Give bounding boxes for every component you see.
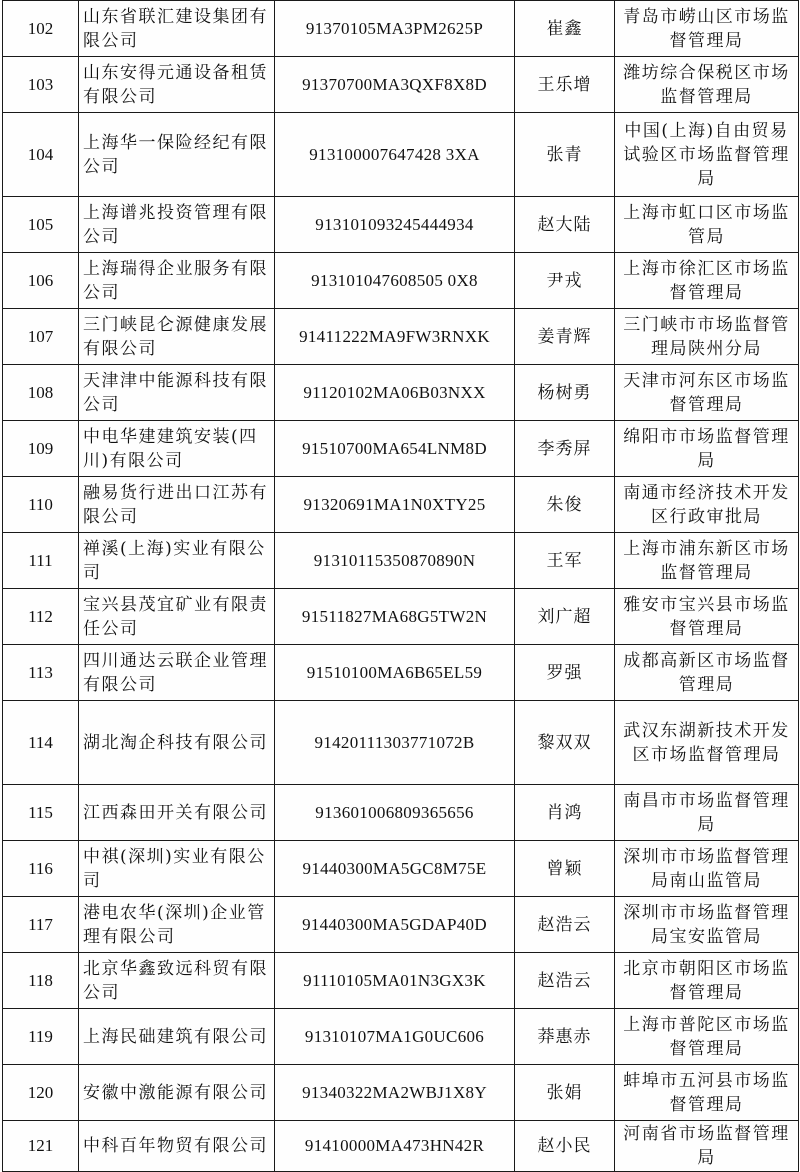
legal-representative: 尹戎 xyxy=(515,253,615,309)
row-number: 105 xyxy=(3,197,79,253)
company-name: 四川通达云联企业管理有限公司 xyxy=(79,645,275,701)
company-registry-table xyxy=(2,0,799,1172)
company-name: 中祺(深圳)实业有限公司 xyxy=(79,841,275,897)
company-name: 上海谱兆投资管理有限公司 xyxy=(79,197,275,253)
credit-code: 91110105MA01N3GX3K xyxy=(275,953,515,1009)
table-row xyxy=(3,1065,799,1121)
registration-authority: 三门峡市市场监督管理局陕州分局 xyxy=(615,309,799,365)
row-number: 120 xyxy=(3,1065,79,1121)
credit-code: 91370105MA3PM2625P xyxy=(275,1,515,57)
company-name: 上海瑞得企业服务有限公司 xyxy=(79,253,275,309)
company-name: 中电华建建筑安装(四川)有限公司 xyxy=(79,421,275,477)
legal-representative: 姜青辉 xyxy=(515,309,615,365)
registration-authority: 天津市河东区市场监督管理局 xyxy=(615,365,799,421)
credit-code: 91411222MA9FW3RNXK xyxy=(275,309,515,365)
credit-code: 91511827MA68G5TW2N xyxy=(275,589,515,645)
credit-code: 91310107MA1G0UC606 xyxy=(275,1009,515,1065)
legal-representative: 赵大陆 xyxy=(515,197,615,253)
registration-authority: 上海市浦东新区市场监督管理局 xyxy=(615,533,799,589)
registration-authority: 绵阳市市场监督管理局 xyxy=(615,421,799,477)
row-number: 103 xyxy=(3,57,79,113)
table-row xyxy=(3,841,799,897)
company-name: 上海华一保险经纪有限公司 xyxy=(79,113,275,197)
credit-code: 91370700MA3QXF8X8D xyxy=(275,57,515,113)
credit-code: 913101093245444934 xyxy=(275,197,515,253)
table-body xyxy=(3,1,799,1172)
company-name: 江西森田开关有限公司 xyxy=(79,785,275,841)
row-number: 121 xyxy=(3,1121,79,1172)
row-number: 117 xyxy=(3,897,79,953)
registration-authority: 蚌埠市五河县市场监督管理局 xyxy=(615,1065,799,1121)
legal-representative: 李秀屏 xyxy=(515,421,615,477)
legal-representative: 曾颖 xyxy=(515,841,615,897)
credit-code: 91510100MA6B65EL59 xyxy=(275,645,515,701)
row-number: 118 xyxy=(3,953,79,1009)
credit-code: 913101047608505 0X8 xyxy=(275,253,515,309)
table-row xyxy=(3,701,799,785)
legal-representative: 张娟 xyxy=(515,1065,615,1121)
legal-representative: 莽惠赤 xyxy=(515,1009,615,1065)
company-name: 安徽中激能源有限公司 xyxy=(79,1065,275,1121)
table-row xyxy=(3,785,799,841)
row-number: 111 xyxy=(3,533,79,589)
registration-authority: 南昌市市场监督管理局 xyxy=(615,785,799,841)
credit-code: 913100007647428 3XA xyxy=(275,113,515,197)
company-name: 融易货行进出口江苏有限公司 xyxy=(79,477,275,533)
legal-representative: 朱俊 xyxy=(515,477,615,533)
registration-authority: 上海市徐汇区市场监督管理局 xyxy=(615,253,799,309)
credit-code: 91420111303771072B xyxy=(275,701,515,785)
registration-authority: 深圳市市场监督管理局宝安监管局 xyxy=(615,897,799,953)
legal-representative: 赵浩云 xyxy=(515,897,615,953)
registration-authority: 成都高新区市场监督管理局 xyxy=(615,645,799,701)
legal-representative: 刘广超 xyxy=(515,589,615,645)
table-row xyxy=(3,953,799,1009)
company-name: 上海民础建筑有限公司 xyxy=(79,1009,275,1065)
company-name: 山东省联汇建设集团有限公司 xyxy=(79,1,275,57)
row-number: 114 xyxy=(3,701,79,785)
registration-authority: 雅安市宝兴县市场监督管理局 xyxy=(615,589,799,645)
company-name: 禅溪(上海)实业有限公司 xyxy=(79,533,275,589)
table-row xyxy=(3,309,799,365)
registration-authority: 青岛市崂山区市场监督管理局 xyxy=(615,1,799,57)
table-row xyxy=(3,365,799,421)
company-name: 港电农华(深圳)企业管理有限公司 xyxy=(79,897,275,953)
row-number: 107 xyxy=(3,309,79,365)
credit-code: 91310115350870890N xyxy=(275,533,515,589)
legal-representative: 王军 xyxy=(515,533,615,589)
credit-code: 91120102MA06B03NXX xyxy=(275,365,515,421)
credit-code: 91440300MA5GC8M75E xyxy=(275,841,515,897)
table-row xyxy=(3,253,799,309)
legal-representative: 肖鸿 xyxy=(515,785,615,841)
row-number: 104 xyxy=(3,113,79,197)
table-row xyxy=(3,645,799,701)
registration-authority: 北京市朝阳区市场监督管理局 xyxy=(615,953,799,1009)
company-name: 三门峡昆仑源健康发展有限公司 xyxy=(79,309,275,365)
table-row xyxy=(3,477,799,533)
table-row xyxy=(3,897,799,953)
legal-representative: 罗强 xyxy=(515,645,615,701)
row-number: 113 xyxy=(3,645,79,701)
credit-code: 91510700MA654LNM8D xyxy=(275,421,515,477)
row-number: 110 xyxy=(3,477,79,533)
credit-code: 91320691MA1N0XTY25 xyxy=(275,477,515,533)
table-row xyxy=(3,533,799,589)
legal-representative: 杨树勇 xyxy=(515,365,615,421)
registration-authority: 深圳市市场监督管理局南山监管局 xyxy=(615,841,799,897)
registration-authority: 河南省市场监督管理局 xyxy=(615,1121,799,1172)
credit-code: 91410000MA473HN42R xyxy=(275,1121,515,1172)
registration-authority: 南通市经济技术开发区行政审批局 xyxy=(615,477,799,533)
credit-code: 913601006809365656 xyxy=(275,785,515,841)
row-number: 112 xyxy=(3,589,79,645)
legal-representative: 崔鑫 xyxy=(515,1,615,57)
row-number: 116 xyxy=(3,841,79,897)
company-name: 湖北淘企科技有限公司 xyxy=(79,701,275,785)
company-name: 北京华鑫致远科贸有限公司 xyxy=(79,953,275,1009)
credit-code: 91440300MA5GDAP40D xyxy=(275,897,515,953)
registration-authority: 潍坊综合保税区市场监督管理局 xyxy=(615,57,799,113)
company-name: 宝兴县茂宜矿业有限责任公司 xyxy=(79,589,275,645)
company-name: 山东安得元通设备租赁有限公司 xyxy=(79,57,275,113)
credit-code: 91340322MA2WBJ1X8Y xyxy=(275,1065,515,1121)
legal-representative: 黎双双 xyxy=(515,701,615,785)
table-row xyxy=(3,421,799,477)
table-row xyxy=(3,113,799,197)
table-row xyxy=(3,1121,799,1172)
company-name: 天津津中能源科技有限公司 xyxy=(79,365,275,421)
row-number: 108 xyxy=(3,365,79,421)
row-number: 102 xyxy=(3,1,79,57)
legal-representative: 赵小民 xyxy=(515,1121,615,1172)
legal-representative: 张青 xyxy=(515,113,615,197)
registration-authority: 上海市虹口区市场监管局 xyxy=(615,197,799,253)
company-name: 中科百年物贸有限公司 xyxy=(79,1121,275,1172)
registration-authority: 上海市普陀区市场监督管理局 xyxy=(615,1009,799,1065)
legal-representative: 王乐增 xyxy=(515,57,615,113)
row-number: 106 xyxy=(3,253,79,309)
table-row xyxy=(3,1009,799,1065)
registration-authority: 中国(上海)自由贸易试验区市场监督管理局 xyxy=(615,113,799,197)
legal-representative: 赵浩云 xyxy=(515,953,615,1009)
table-row xyxy=(3,1,799,57)
table-row xyxy=(3,57,799,113)
table-row xyxy=(3,589,799,645)
row-number: 115 xyxy=(3,785,79,841)
table-row xyxy=(3,197,799,253)
row-number: 119 xyxy=(3,1009,79,1065)
registration-authority: 武汉东湖新技术开发区市场监督管理局 xyxy=(615,701,799,785)
row-number: 109 xyxy=(3,421,79,477)
